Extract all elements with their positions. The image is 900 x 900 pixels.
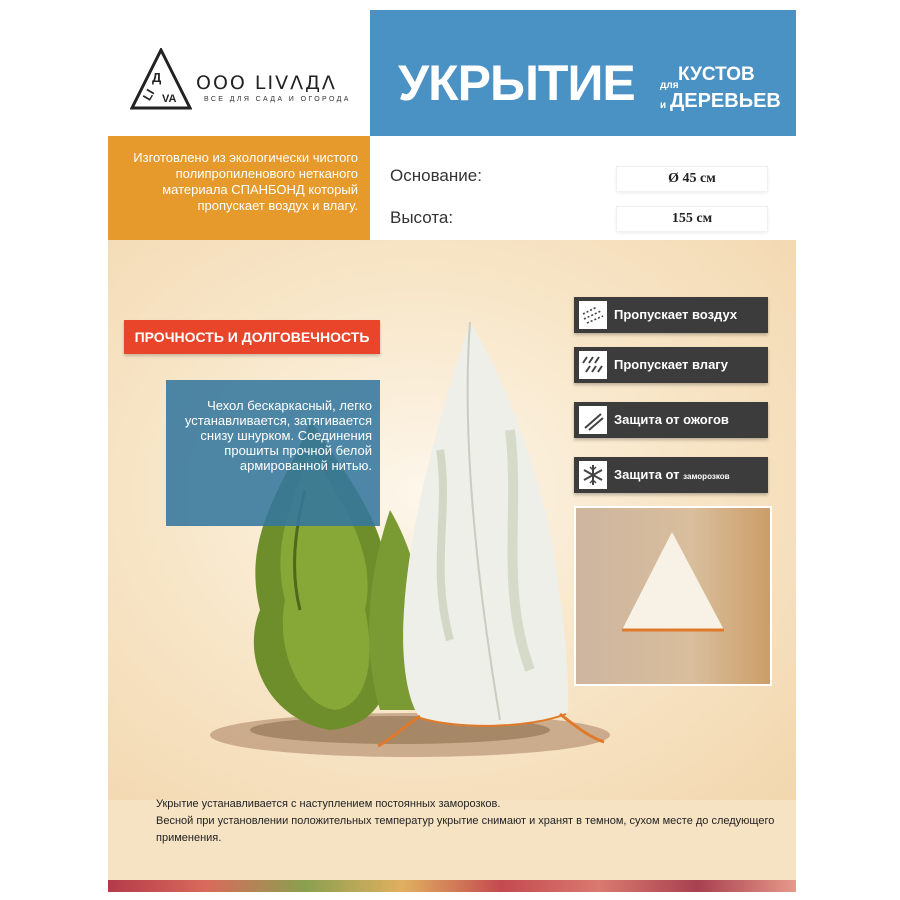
title-block [370,10,796,136]
triangle-shape-icon [576,508,770,684]
feature-frost-label-main: Защита от [614,467,680,482]
usage-note [156,796,776,847]
air-icon [579,301,607,329]
title-prefix: для [660,80,679,91]
brand-logo-icon [130,48,192,110]
spec-base-label: Основание: [390,166,482,185]
title-word-bushes: КУСТОВ [678,64,755,85]
feature-moisture [574,347,768,383]
svg-text:LI: LI [139,86,158,103]
specs-block [370,136,796,240]
spec-base-value: Ø 45 см [616,166,768,192]
logo-area [108,10,370,136]
description-text: Чехол бескаркасный, легко устанавливается, затягивается снизу шнурком. Соединения прошиты прочной белой армированной нитью. [184,398,372,473]
svg-text:VA: VA [162,93,177,105]
usage-note-line1: Укрытие устанавливается с наступлением постоянных заморозков. [156,798,501,810]
feature-burns-label: Защита от ожогов [614,412,729,427]
sun-rays-icon [579,406,607,434]
product-card [108,10,796,892]
snowflake-icon [579,461,607,489]
durability-badge: ПРОЧНОСТЬ И ДОЛГОВЕЧНОСТЬ [124,320,380,354]
spec-height-label: Высота: [390,208,454,227]
feature-moisture-label: Пропускает влагу [614,357,728,372]
svg-text:Д: Д [152,70,162,85]
feature-frost [574,457,768,493]
title-conjunction: и [660,100,667,111]
material-block [108,136,370,240]
material-text: Изготовлено из экологически чистого полипропиленового нетканого материала СПАНБОНД который пропускает воздух и влагу. [133,150,358,213]
title-main: УКРЫТИЕ [398,55,635,111]
feature-air [574,297,768,333]
description-box [166,380,380,526]
title-word-trees: ДЕРЕВЬЕВ [670,90,781,112]
flower-strip [108,880,796,892]
brand-tagline: ВСЕ ДЛЯ САДА И ОГОРОДА [204,96,351,103]
feature-air-label: Пропускает воздух [614,307,738,322]
covered-tree-illustration [200,310,630,770]
cover-shape-preview [574,506,772,686]
feature-frost-label [614,457,730,495]
feature-burns [574,402,768,438]
rain-icon [579,351,607,379]
spec-height-value: 155 см [616,206,768,232]
usage-note-line2: Весной при установлении положительных температур укрытие снимают и хранят в темном, сухом месте до следующего применения. [156,815,775,844]
brand-name: OOO LIVΛДΛ [196,72,337,94]
feature-frost-label-small: заморозков [683,472,730,481]
